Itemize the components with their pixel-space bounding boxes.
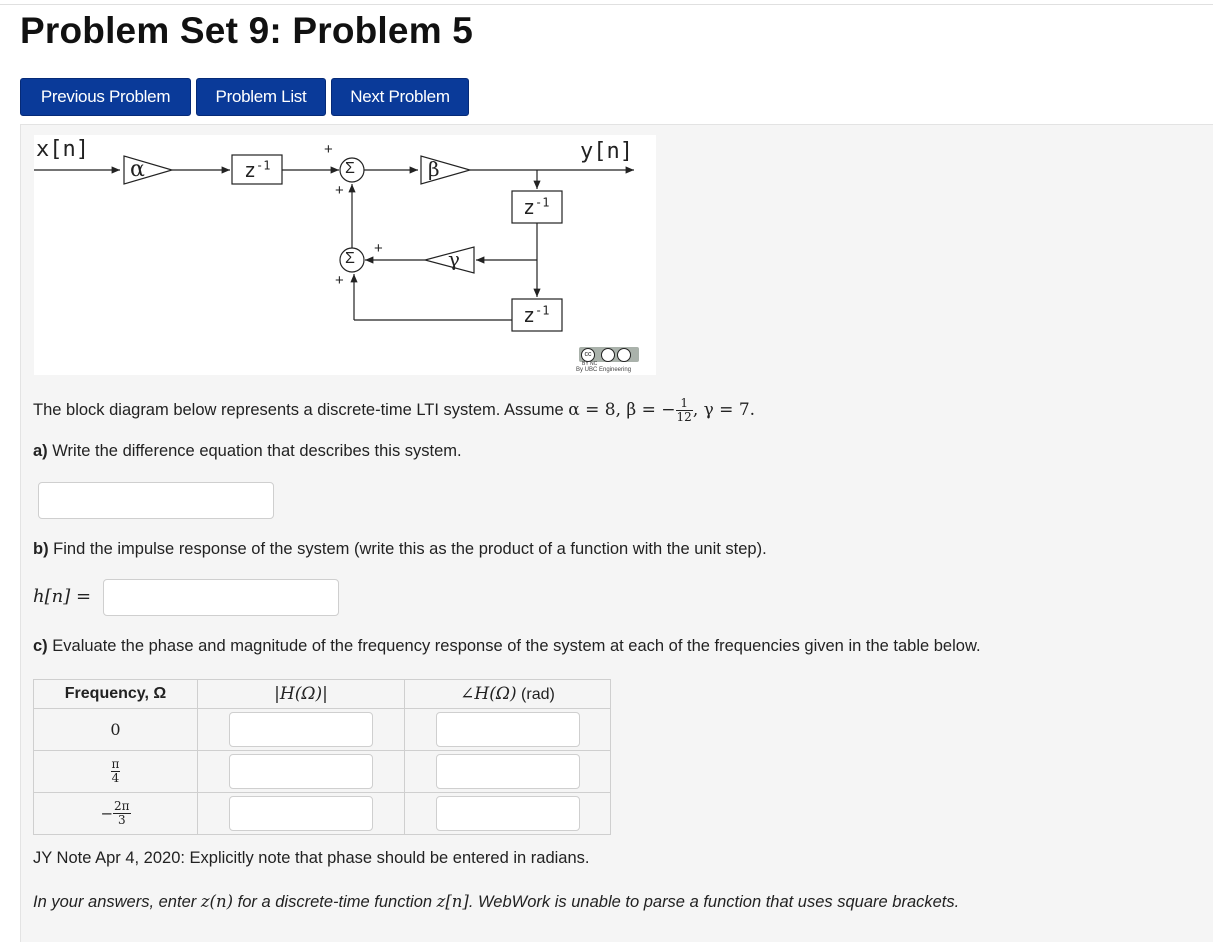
freq-cell-pi-4: $\frac{\pi}{4}$ [34, 751, 198, 793]
table-row [34, 751, 611, 793]
plus-sign: + [324, 141, 333, 158]
gamma-value: , γ = 7. [692, 399, 756, 420]
table-header-row [34, 680, 611, 709]
problem-list-button[interactable]: Problem List [196, 78, 326, 116]
cc-icon: cc [581, 348, 595, 362]
part-a-prompt: a) Write the difference equation that describes this system. [33, 442, 462, 460]
magnitude-input-2[interactable] [229, 796, 373, 831]
plus-sign: + [335, 182, 344, 199]
page-title: Problem Set 9: Problem 5 [20, 10, 474, 51]
magnitude-cell [198, 709, 405, 751]
problem-intro: The block diagram below represents a discrete-time LTI system. Assume α = 8, β = − $\frac{1}{12}$ , γ = 7. [33, 396, 756, 424]
beta-label: β [428, 157, 440, 181]
part-b-answer-input[interactable] [103, 579, 339, 616]
phase-input-2[interactable] [436, 796, 580, 831]
header-magnitude: |H(Ω)| [198, 680, 405, 709]
sum-1-symbol: Σ [345, 160, 355, 177]
magnitude-input-0[interactable] [229, 712, 373, 747]
header-phase: ∠H(Ω) (rad) [405, 680, 611, 709]
license-credit: By UBC Engineering [576, 367, 632, 373]
input-label: x[n] [36, 137, 89, 162]
phase-cell [405, 793, 611, 835]
freq-cell-0: 0 [34, 709, 198, 751]
plus-sign: + [374, 240, 383, 257]
phase-cell [405, 709, 611, 751]
by-icon [601, 348, 615, 362]
previous-problem-button[interactable]: Previous Problem [20, 78, 191, 116]
sum-2-symbol: Σ [345, 250, 355, 267]
license-by-nc: BY NC [582, 361, 598, 367]
block-diagram [34, 135, 656, 375]
bracket-hint: In your answers, enter z(n) for a discrete-time function z[n]. WebWork is unable to parse a function that uses square brackets. [33, 892, 960, 911]
magnitude-input-1[interactable] [229, 754, 373, 789]
phase-input-0[interactable] [436, 712, 580, 747]
part-b-prompt: b) Find the impulse response of the system (write this as the product of a function with the unit step). [33, 540, 767, 558]
output-label: y[n] [580, 139, 633, 164]
phase-cell [405, 751, 611, 793]
delay-3-label: $z^{-1}$ [523, 303, 550, 327]
freq-cell-neg-2pi-3: − $\frac{2\pi}{3}$ [34, 793, 198, 835]
beta-fraction: $\frac{1}{12}$ [676, 396, 692, 424]
nc-icon [617, 348, 631, 362]
table-row [34, 793, 611, 835]
frequency-table [33, 679, 611, 835]
phase-input-1[interactable] [436, 754, 580, 789]
jy-note: JY Note Apr 4, 2020: Explicitly note that phase should be entered in radians. [33, 849, 590, 867]
magnitude-cell [198, 751, 405, 793]
header-frequency: Frequency, Ω [34, 680, 198, 709]
alpha-beta-values: α = 8, β = − [568, 399, 676, 420]
problem-panel [20, 124, 1213, 942]
part-a-answer-input[interactable] [38, 482, 274, 519]
top-divider [0, 4, 1213, 5]
table-row [34, 709, 611, 751]
delay-1-label: $z^{-1}$ [244, 158, 271, 182]
hn-label: h[n] = [33, 586, 92, 607]
next-problem-button[interactable]: Next Problem [331, 78, 469, 116]
magnitude-cell [198, 793, 405, 835]
cc-license-badge [579, 347, 639, 362]
delay-2-label: $z^{-1}$ [523, 195, 550, 219]
part-c-prompt: c) Evaluate the phase and magnitude of the frequency response of the system at each of the frequencies given in the table below. [33, 637, 981, 655]
plus-sign: + [335, 272, 344, 289]
alpha-label: α [130, 157, 145, 182]
gamma-label: γ [448, 247, 460, 271]
